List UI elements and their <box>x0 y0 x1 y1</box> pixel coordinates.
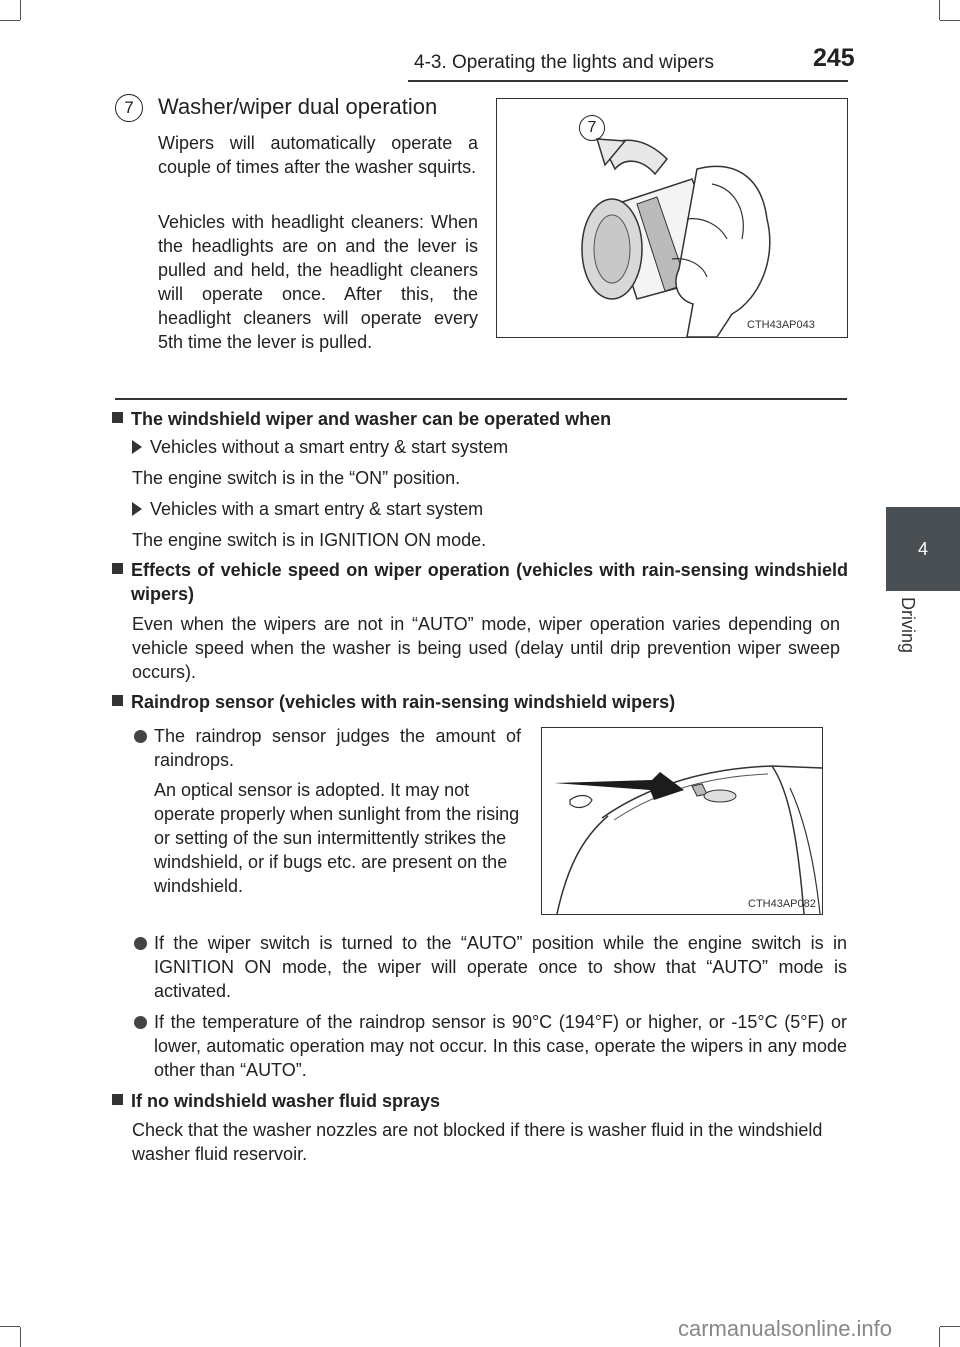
wiper-lever-figure <box>496 98 848 338</box>
footer-watermark: carmanualsonline.info <box>678 1316 893 1341</box>
figure-code: CTH43AP043 <box>747 319 815 331</box>
section-heading <box>112 407 611 431</box>
section-title: 4-3. Operating the lights and wipers <box>414 52 714 73</box>
crop-mark <box>20 1327 21 1347</box>
chapter-number: 4 <box>917 539 928 559</box>
condition-label-text: Vehicles with a smart entry & start system <box>150 499 484 519</box>
raindrop-bullet-1: The raindrop sensor judges the amount of raindrops. <box>154 726 521 770</box>
condition-label-text: Vehicles without a smart entry & start system <box>150 437 509 457</box>
figure-code: CTH43AP082 <box>748 898 816 910</box>
crop-mark <box>940 1326 960 1327</box>
wiper-lever-illustration <box>497 99 847 337</box>
bullet-dot-icon <box>134 937 147 950</box>
heading-text: The windshield wiper and washer can be operated when <box>131 409 612 429</box>
item-title: Washer/wiper dual operation <box>158 94 438 119</box>
no-fluid-text: Check that the washer nozzles are not blocked if there is washer fluid in the windshield washer fluid reservoir. <box>132 1120 823 1164</box>
header-divider <box>408 80 848 82</box>
heading-text: Raindrop sensor (vehicles with rain-sensing windshield wipers) <box>131 692 676 712</box>
crop-mark <box>0 1326 20 1327</box>
chapter-label: Driving <box>898 597 918 654</box>
heading-square-icon <box>112 412 123 423</box>
windshield-illustration <box>542 728 822 914</box>
heading-square-icon <box>112 695 123 706</box>
condition-label <box>132 497 483 521</box>
chapter-label-wrap <box>896 597 920 667</box>
heading-text: Effects of vehicle speed on wiper operation (vehicles with rain-sensing windshield wipers) <box>131 560 848 604</box>
dual-operation-para2: Vehicles with headlight cleaners: When the headlights are on and the lever is pulled and held, the headlight cleaners will operate once. After this, the headlight cleaners will operate every 5th time the lever is pulled. <box>158 212 478 352</box>
heading-text: If no windshield washer fluid sprays <box>131 1091 441 1111</box>
triangle-bullet-icon <box>132 440 142 454</box>
condition-text: The engine switch is in the “ON” position. <box>132 468 461 488</box>
raindrop-sensor-figure <box>541 727 823 915</box>
raindrop-bullet-3: If the temperature of the raindrop sensor is 90°C (194°F) or higher, or -15°C (5°F) or lower, automatic operation may not occur. In this case, operate the wipers in any mode other than “AUTO”. <box>154 1012 847 1080</box>
figure-callout-number: 7 <box>579 115 605 141</box>
bullet-dot-icon <box>134 730 147 743</box>
condition-text: The engine switch is in IGNITION ON mode. <box>132 530 487 550</box>
heading-square-icon <box>112 563 123 574</box>
section-heading <box>112 558 848 606</box>
chapter-tab <box>886 507 960 591</box>
section-heading <box>112 1089 440 1113</box>
condition-label <box>132 435 508 459</box>
raindrop-bullet-2: If the wiper switch is turned to the “AUTO” position while the engine switch is in IGNITION ON mode, the wiper will operate once to show that “AUTO” mode is activated. <box>154 933 847 1001</box>
page-header <box>0 0 960 86</box>
bullet-dot-icon <box>134 1016 147 1029</box>
crop-mark <box>939 1327 940 1347</box>
dual-operation-para1: Wipers will automatically operate a couple of times after the washer squirts. <box>158 133 478 177</box>
section-heading <box>112 690 675 714</box>
section-divider <box>115 398 847 400</box>
triangle-bullet-icon <box>132 502 142 516</box>
item-number-badge: 7 <box>115 94 143 122</box>
raindrop-bullet-1-detail: An optical sensor is adopted. It may not operate properly when sunlight from the rising or setting of the sun intermittently strikes the windshield, or if bugs etc. are present on the windshield. <box>154 780 520 896</box>
heading-square-icon <box>112 1094 123 1105</box>
speed-effects-text: Even when the wipers are not in “AUTO” mode, wiper operation varies depending on vehicle speed when the washer is being used (delay until drip prevention wiper sweep occurs). <box>132 614 840 682</box>
page-number: 245 <box>813 44 855 72</box>
